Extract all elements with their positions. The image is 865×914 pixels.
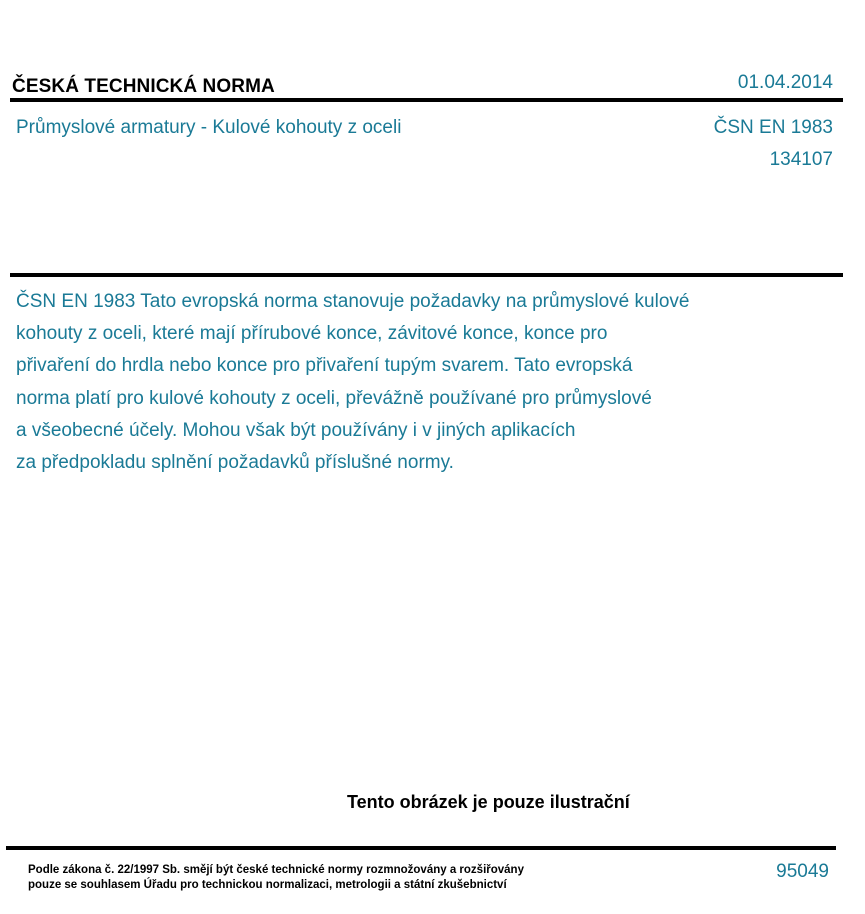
legal-line: Podle zákona č. 22/1997 Sb. smějí být české technické normy rozmnožovány a rozšiřovány (28, 864, 524, 876)
publication-date: 01.04.2014 (737, 72, 833, 93)
abstract-text (16, 286, 816, 479)
abstract-line: kohouty z oceli, které mají přírubové konce, závitové konce, konce pro (16, 323, 608, 345)
abstract-line: a všeobecné účely. Mohou však být používány i v jiných aplikacích (16, 419, 576, 441)
illustration-disclaimer: Tento obrázek je pouze ilustrační (347, 792, 630, 812)
header-divider (10, 98, 843, 102)
document-title: Průmyslové armatury - Kulové kohouty z oceli (16, 117, 402, 138)
catalog-number: 95049 (776, 861, 829, 882)
legal-notice (28, 863, 524, 893)
abstract-line: za předpokladu splnění požadavků příslušné normy. (16, 452, 454, 474)
section-divider (10, 273, 843, 277)
classification-code: 134107 (769, 149, 833, 170)
header-title: ČESKÁ TECHNICKÁ NORMA (12, 76, 275, 97)
abstract-line: přivaření do hrdla nebo konce pro přivaření tupým svarem. Tato evropská (16, 355, 633, 377)
legal-line: pouze se souhlasem Úřadu pro technickou normalizaci, metrologii a státní zkušebnictví (28, 879, 507, 891)
standard-number: ČSN EN 1983 (713, 117, 833, 138)
abstract-line: norma platí pro kulové kohouty z oceli, převážně používané pro průmyslové (16, 387, 652, 409)
footer-divider (6, 846, 836, 850)
abstract-line: ČSN EN 1983 Tato evropská norma stanovuje požadavky na průmyslové kulové (16, 291, 690, 312)
